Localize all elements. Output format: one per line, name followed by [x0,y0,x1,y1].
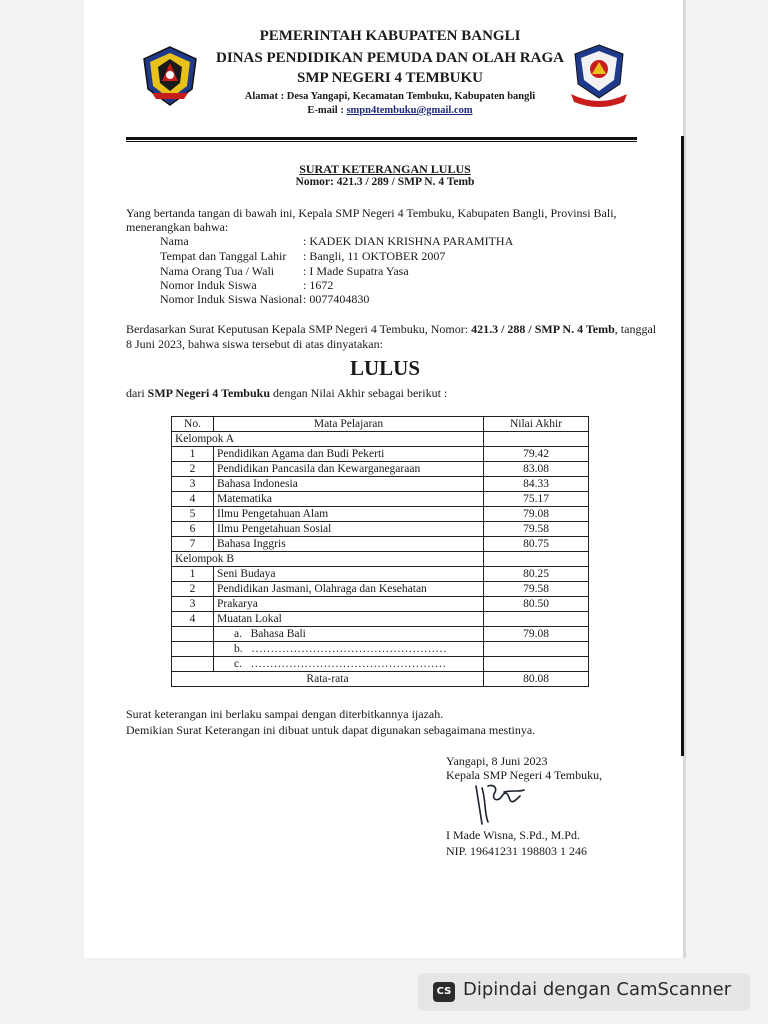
row-score: 80.50 [484,597,589,612]
student-value-nis: : 1672 [303,278,334,292]
row-score: 80.75 [484,537,589,552]
intro-line-1: Yang bertanda tangan di bawah ini, Kepala SMP Negeri 4 Tembuku, Kabupaten Bangli, Provinsi Bali, [126,206,617,220]
row-subject: Ilmu Pengetahuan Sosial [214,522,484,537]
local-subject-row [172,642,589,657]
local-name: Bahasa Bali [250,628,306,640]
table-row [172,567,589,582]
student-value-parent: : I Made Supatra Yasa [303,264,409,278]
decision-line-1 [126,322,656,337]
row-no-empty [172,627,214,642]
header-rule-thin [126,141,637,142]
average-label: Rata-rata [172,672,484,687]
closing-line-2: Demikian Surat Keterangan ini dibuat untuk dapat digunakan sebagaimana mestinya. [126,723,536,737]
row-no: 6 [172,522,214,537]
local-letter: c. [234,658,242,670]
row-score: 79.08 [484,507,589,522]
camscanner-text: Dipindai dengan CamScanner [463,979,732,1000]
header-no: No. [172,417,214,432]
header-subject: Mata Pelajaran [214,417,484,432]
row-no-empty [172,642,214,657]
local-name: …………………………………………… [251,643,447,655]
intro-line-2: menerangkan bahwa: [126,220,229,234]
row-no: 1 [172,567,214,582]
local-subject [214,642,484,657]
row-subject: Pendidikan Jasmani, Olahraga dan Kesehatan [214,582,484,597]
group-b-empty [484,552,589,567]
row-score: 84.33 [484,477,589,492]
row-no: 1 [172,447,214,462]
group-a-empty [484,432,589,447]
table-row [172,447,589,462]
row-no: 3 [172,477,214,492]
from-school-line [126,386,447,401]
email-address: smpn4tembuku@gmail.com [346,105,473,116]
group-a-row [172,432,589,447]
decision-text: Berdasarkan Surat Keputusan Kepala SMP Negeri 4 Tembuku, Nomor: [126,322,472,336]
from-text: dari [126,386,148,400]
local-subject-row [172,657,589,672]
table-row [172,582,589,597]
student-label-nisn: Nomor Induk Siswa Nasional [160,292,303,306]
table-row [172,477,589,492]
row-score: 79.58 [484,522,589,537]
header-department: DINAS PENDIDIKAN PEMUDA DAN OLAH RAGA [216,50,564,66]
row-score: 79.08 [484,627,589,642]
closing-line-1: Surat keterangan ini berlaku sampai dengan diterbitkannya ijazah. [126,707,444,721]
grades-table [171,416,589,687]
row-score: 79.58 [484,582,589,597]
row-subject: Bahasa Inggris [214,537,484,552]
local-subject [214,627,484,642]
group-b-row [172,552,589,567]
row-subject: Seni Budaya [214,567,484,582]
header-government: PEMERINTAH KABUPATEN BANGLI [259,28,521,44]
table-row [172,522,589,537]
header-address: Alamat : Desa Yangapi, Kecamatan Tembuku, Kabupaten bangli [244,91,536,102]
local-name: …………………………………………… [250,658,447,670]
average-row [172,672,589,687]
table-header-row [172,417,589,432]
header-email-line [180,105,600,116]
row-score: 75.17 [484,492,589,507]
header-school: SMP NEGERI 4 TEMBUKU [297,70,483,86]
row-score [484,642,589,657]
row-no: 4 [172,492,214,507]
row-no: 2 [172,462,214,477]
row-subject: Matematika [214,492,484,507]
student-value-name: : KADEK DIAN KRISHNA PARAMITHA [303,234,514,248]
header-rule-thick [126,137,637,140]
row-score: 83.08 [484,462,589,477]
row-no: 2 [172,582,214,597]
email-label: E-mail : [307,105,347,116]
row-no: 7 [172,537,214,552]
student-label-parent: Nama Orang Tua / Wali [160,264,275,278]
document-title: SURAT KETERANGAN LULUS [299,162,471,176]
student-label-nis: Nomor Induk Siswa [160,278,257,292]
row-score [484,612,589,627]
average-score: 80.08 [484,672,589,687]
row-score: 80.25 [484,567,589,582]
row-subject: Muatan Lokal [214,612,484,627]
signature-nip: NIP. 19641231 198803 1 246 [446,844,588,858]
local-letter: a. [234,628,242,640]
table-row [172,462,589,477]
row-subject: Prakarya [214,597,484,612]
decision-number: 421.3 / 288 / SMP N. 4 Temb [471,322,615,336]
signature-position: Kepala SMP Negeri 4 Tembuku, [446,768,603,782]
student-label-birth: Tempat dan Tanggal Lahir [160,249,287,263]
document-number: Nomor: 421.3 / 289 / SMP N. 4 Temb [295,176,475,188]
signature-name: I Made Wisna, S.Pd., M.Pd. [446,828,580,842]
row-score: 79.42 [484,447,589,462]
student-value-birth: : Bangli, 11 OKTOBER 2007 [303,249,446,263]
row-subject: Ilmu Pengetahuan Alam [214,507,484,522]
local-subject [214,657,484,672]
result-status: LULUS [349,356,421,380]
row-subject: Bahasa Indonesia [214,477,484,492]
from-text-end: dengan Nilai Akhir sebagai berikut : [270,386,448,400]
row-no: 3 [172,597,214,612]
scan-shadow [681,136,684,756]
row-no-empty [172,657,214,672]
table-row [172,612,589,627]
row-score [484,657,589,672]
group-a-label: Kelompok A [172,432,484,447]
decision-line-2: 8 Juni 2023, bahwa siswa tersebut di atas dinyatakan: [126,337,383,351]
local-letter: b. [234,643,243,655]
decision-text-end: , tanggal [614,322,657,336]
school-name: SMP Negeri 4 Tembuku [147,386,271,400]
handwritten-signature [468,778,532,828]
local-subject-row [172,627,589,642]
row-no: 5 [172,507,214,522]
signature-place-date: Yangapi, 8 Juni 2023 [446,754,548,768]
student-label-name: Nama [160,234,189,248]
row-no: 4 [172,612,214,627]
table-row [172,597,589,612]
table-row [172,537,589,552]
table-row [172,507,589,522]
header-score: Nilai Akhir [484,417,589,432]
student-value-nisn: : 0077404830 [303,292,370,306]
group-b-label: Kelompok B [172,552,484,567]
table-row [172,492,589,507]
row-subject: Pendidikan Pancasila dan Kewarganegaraan [214,462,484,477]
camscanner-icon: CS [433,982,455,1002]
row-subject: Pendidikan Agama dan Budi Pekerti [214,447,484,462]
